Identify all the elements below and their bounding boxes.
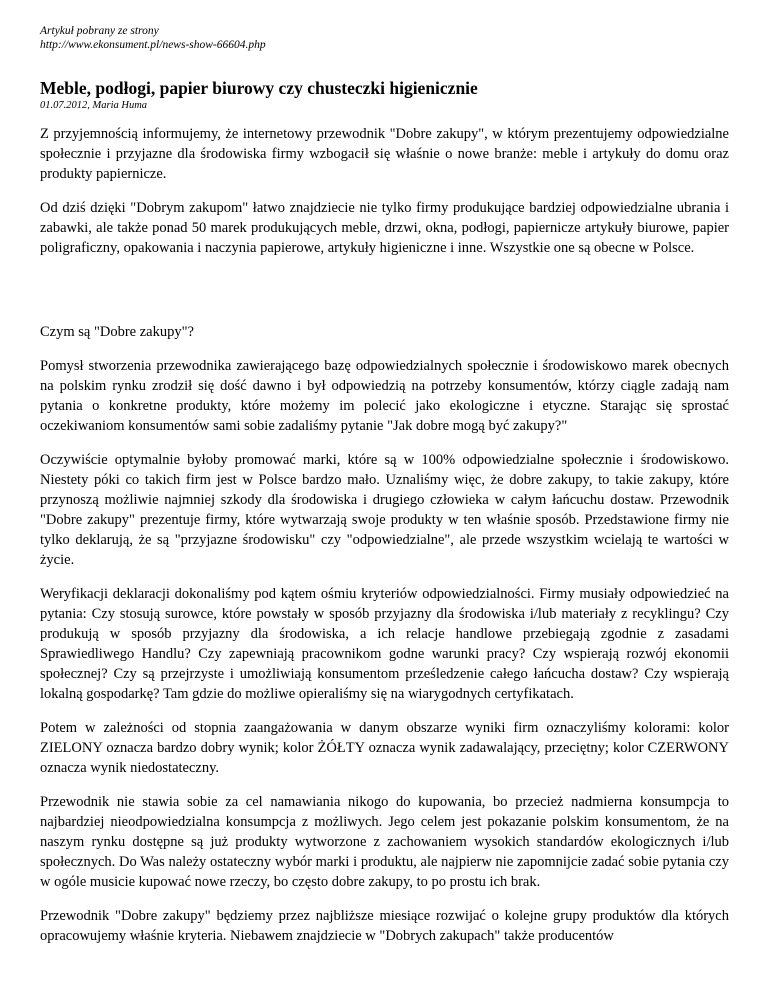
article-byline: 01.07.2012, Maria Huma [40,100,148,111]
paragraph-verification-criteria: Weryfikacji deklaracji dokonaliśmy pod kątem ośmiu kryteriów odpowiedzialności. Firmy musiały odpowiedzieć na pytania: Czy stosują surowce, które powstały w sposób przyjazny dla środowiska i/lub materiały z recyklingu? Czy produkują w sposób przyjazny dla środowiska, a ich relacje handlowe przebiegają zgodnie z zasadami Sprawiedliwego Handlu? Czy zapewniają pracownikom godne warunki pracy? Czy wspierają rozwój ekonomii społecznej? Czy są przejrzyste i umożliwiają konsumentom prześledzenie całego łańcucha dostaw? Czy wspierają lokalną gospodarkę? Tam gdzie do możliwe opieraliśmy się na wiarygodnych certyfikatach. [40,586,729,702]
paragraph-future-plans: Przewodnik "Dobre zakupy" będziemy przez najbliższe miesiące rozwijać o kolejne grupy produktów dla których opracowujemy właśnie kryteria. Niebawem znajdziecie w "Dobrych zakupach" także producentów [40,908,729,944]
source-url: http://www.ekonsument.pl/news-show-66604.php [40,39,266,51]
paragraph-color-ratings: Potem w zależności od stopnia zaangażowania w danym obszarze wyniki firm oznaczyliśmy kolorami: kolor ZIELONY oznacza bardzo dobry wynik; kolor ŻÓŁTY oznacza wynik zadawalający, przeciętny; kolor CZERWONY oznacza wynik niedostateczny. [40,720,729,776]
section-heading-what-are-dobre-zakupy: Czym są "Dobre zakupy"? [40,324,194,340]
paragraph-idea-origin: Pomysł stworzenia przewodnika zawierającego bazę odpowiedzialnych społecznie i środowiskowo marek obecnych na polskim rynku zrodził się dość dawno i był odpowiedzią na potrzeby konsumentów, którzy ciągle zadają nam pytania o konkretne produkty, które możemy im polecić jako ekologiczne i etyczne. Starając się sprostać oczekiwaniom konsumentów sami sobie zadaliśmy pytanie "Jak dobre mogą być zakupy?" [40,358,729,434]
paragraph-brands: Od dziś dzięki "Dobrym zakupom" łatwo znajdziecie nie tylko firmy produkujące bardziej odpowiedzialne ubrania i zabawki, ale także ponad 50 marek produkujących meble, drzwi, okna, podłogi, papiernicze artykuły biurowe, papier poligraficzny, opakowania i naczynia papierowe, artykuły higieniczne i inne. Wszystkie one są obecne w Polsce. [40,200,729,256]
paragraph-intro: Z przyjemnością informujemy, że internetowy przewodnik "Dobre zakupy", w którym prezentujemy odpowiedzialne społecznie i przyjazne dla środowiska firmy wzbogacił się właśnie o nowe branże: meble i artykuły do domu oraz produkty papiernicze. [40,126,729,182]
source-note [40,24,729,52]
article-body [40,124,729,946]
paragraph-guide-purpose: Przewodnik nie stawia sobie za cel namawiania nikogo do kupowania, bo przecież nadmierna konsumpcja to najbardziej nieodpowiedzialna konsumpcja z możliwych. Jego celem jest pokazanie polskim konsumentom, że na naszym rynku dostępne są już produkty wytworzone z zachowaniem wysokich standardów ekologicznych i/lub społecznych. Do Was należy ostateczny wybór marki i produktu, ale najpierw nie zapomnijcie zadać sobie pytania czy w ogóle musicie kupować nowe rzeczy, bo często dobre zakupy, to po prostu ich brak. [40,794,729,890]
paragraph-optimal-brands: Oczywiście optymalnie byłoby promować marki, które są w 100% odpowiedzialne społecznie i środowiskowo. Niestety póki co takich firm jest w Polsce bardzo mało. Uznaliśmy więc, że dobre zakupy, to takie zakupy, które przynoszą możliwie najmniej szkody dla środowiska i drugiego człowieka w całym łańcuchu dostaw. Przewodnik "Dobre zakupy" prezentuje firmy, które wytwarzają swoje produkty w ten właśnie sposób. Przedstawione firmy nie tylko deklarują, że są "przyjazne środowisku" czy "odpowiedzialne", ale przede wszystkim wcielają te wartości w życie. [40,452,729,568]
source-note-text: Artykuł pobrany ze strony [40,25,159,37]
article-title: Meble, podłogi, papier biurowy czy chusteczki higienicznie [40,78,478,98]
